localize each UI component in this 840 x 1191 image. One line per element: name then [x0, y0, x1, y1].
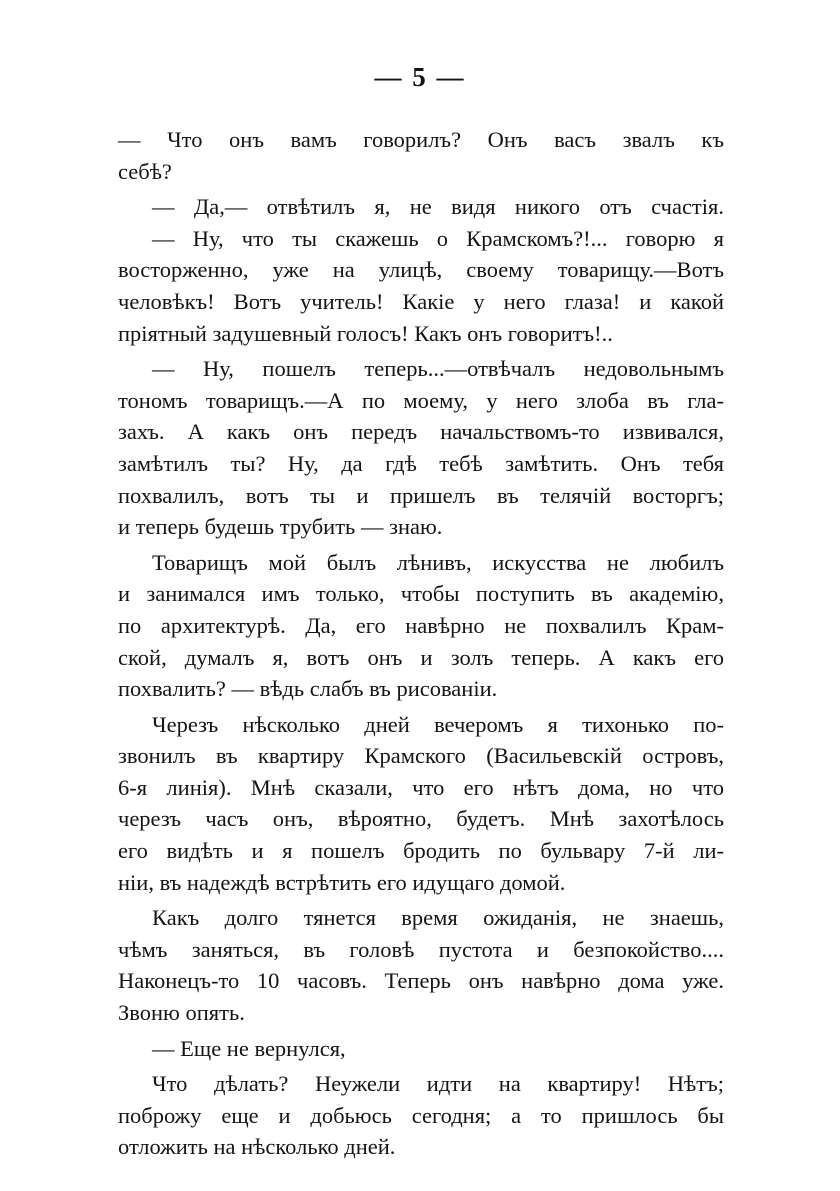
text-line: Звоню опять.: [118, 1000, 245, 1026]
text-line: Что дѣлать? Неужели идти на квартиру! Нѣтъ;: [152, 1071, 724, 1097]
text-line: — Ну, что ты скажешь о Крамскомъ?!... говорю я: [152, 225, 724, 251]
text-line: замѣтилъ ты? Ну, да гдѣ тебѣ замѣтить. Онъ тебя: [118, 450, 724, 476]
text-line: тономъ товарищъ.—А по моему, у него злоба въ гла-: [118, 387, 724, 413]
text-line: человѣкъ! Вотъ учитель! Какіе у него глаза! и какой: [118, 288, 724, 314]
text-line: и занимался имъ только, чтобы поступить въ академію,: [118, 581, 724, 607]
text-line: Товарищъ мой былъ лѣнивъ, искусства не любилъ: [152, 549, 724, 575]
text-line: ской, думалъ я, вотъ онъ и золъ теперь. А какъ его: [118, 644, 724, 670]
text-line: по архитектурѣ. Да, его навѣрно не похвалилъ Крам-: [118, 612, 724, 638]
text-line: чѣмъ заняться, въ головѣ пустота и безпокойство....: [118, 936, 724, 962]
text-line: 6-я линія). Мнѣ сказали, что его нѣтъ дома, но что: [118, 774, 724, 800]
text-line: звонилъ въ квартиру Крамского (Васильевскій островъ,: [118, 743, 724, 769]
text-line: поброжу еще и добьюсь сегодня; а то пришлось бы: [118, 1102, 724, 1128]
text-line: ніи, въ надеждѣ встрѣтить его идущаго домой.: [118, 869, 566, 895]
text-line: Черезъ нѣсколько дней вечеромъ я тихонько по-: [152, 711, 724, 737]
text-line: — Что онъ вамъ говорилъ? Онъ васъ звалъ къ: [118, 127, 724, 152]
text-line: похвалилъ, вотъ ты и пришелъ въ телячій восторгъ;: [118, 482, 724, 508]
text-line: и теперь будешь трубить — знаю.: [118, 514, 443, 540]
text-line: — Да,— отвѣтилъ я, не видя никого отъ счастія.: [152, 194, 724, 220]
text-line: похвалить? — вѣдь слабъ въ рисованіи.: [118, 676, 498, 702]
text-line: — Еще не вернулся,: [152, 1035, 346, 1061]
page-number: — 5 —: [374, 62, 466, 92]
text-line: Наконецъ-то 10 часовъ. Теперь онъ навѣрно дома уже.: [118, 968, 724, 994]
text-line: — Ну, пошелъ теперь...—отвѣчалъ недовольнымъ: [152, 356, 724, 382]
text-line: захъ. А какъ онъ передъ начальствомъ-то извивался,: [118, 419, 724, 445]
text-line: Какъ долго тянется время ожиданія, не знаешь,: [152, 905, 724, 931]
text-line: черезъ часъ онъ, вѣроятно, будетъ. Мнѣ захотѣлось: [118, 806, 724, 832]
body-text: [118, 124, 724, 1163]
text-line: восторженно, уже на улицѣ, своему товарищу.—Вотъ: [118, 257, 724, 283]
text-line: его видѣть и я пошелъ бродить по бульвару 7-й ли-: [118, 838, 724, 864]
text-line: отложить на нѣсколько дней.: [118, 1134, 396, 1160]
text-line: себѣ?: [118, 158, 172, 184]
text-line: пріятный задушевный голосъ! Какъ онъ говоритъ!..: [118, 320, 613, 346]
